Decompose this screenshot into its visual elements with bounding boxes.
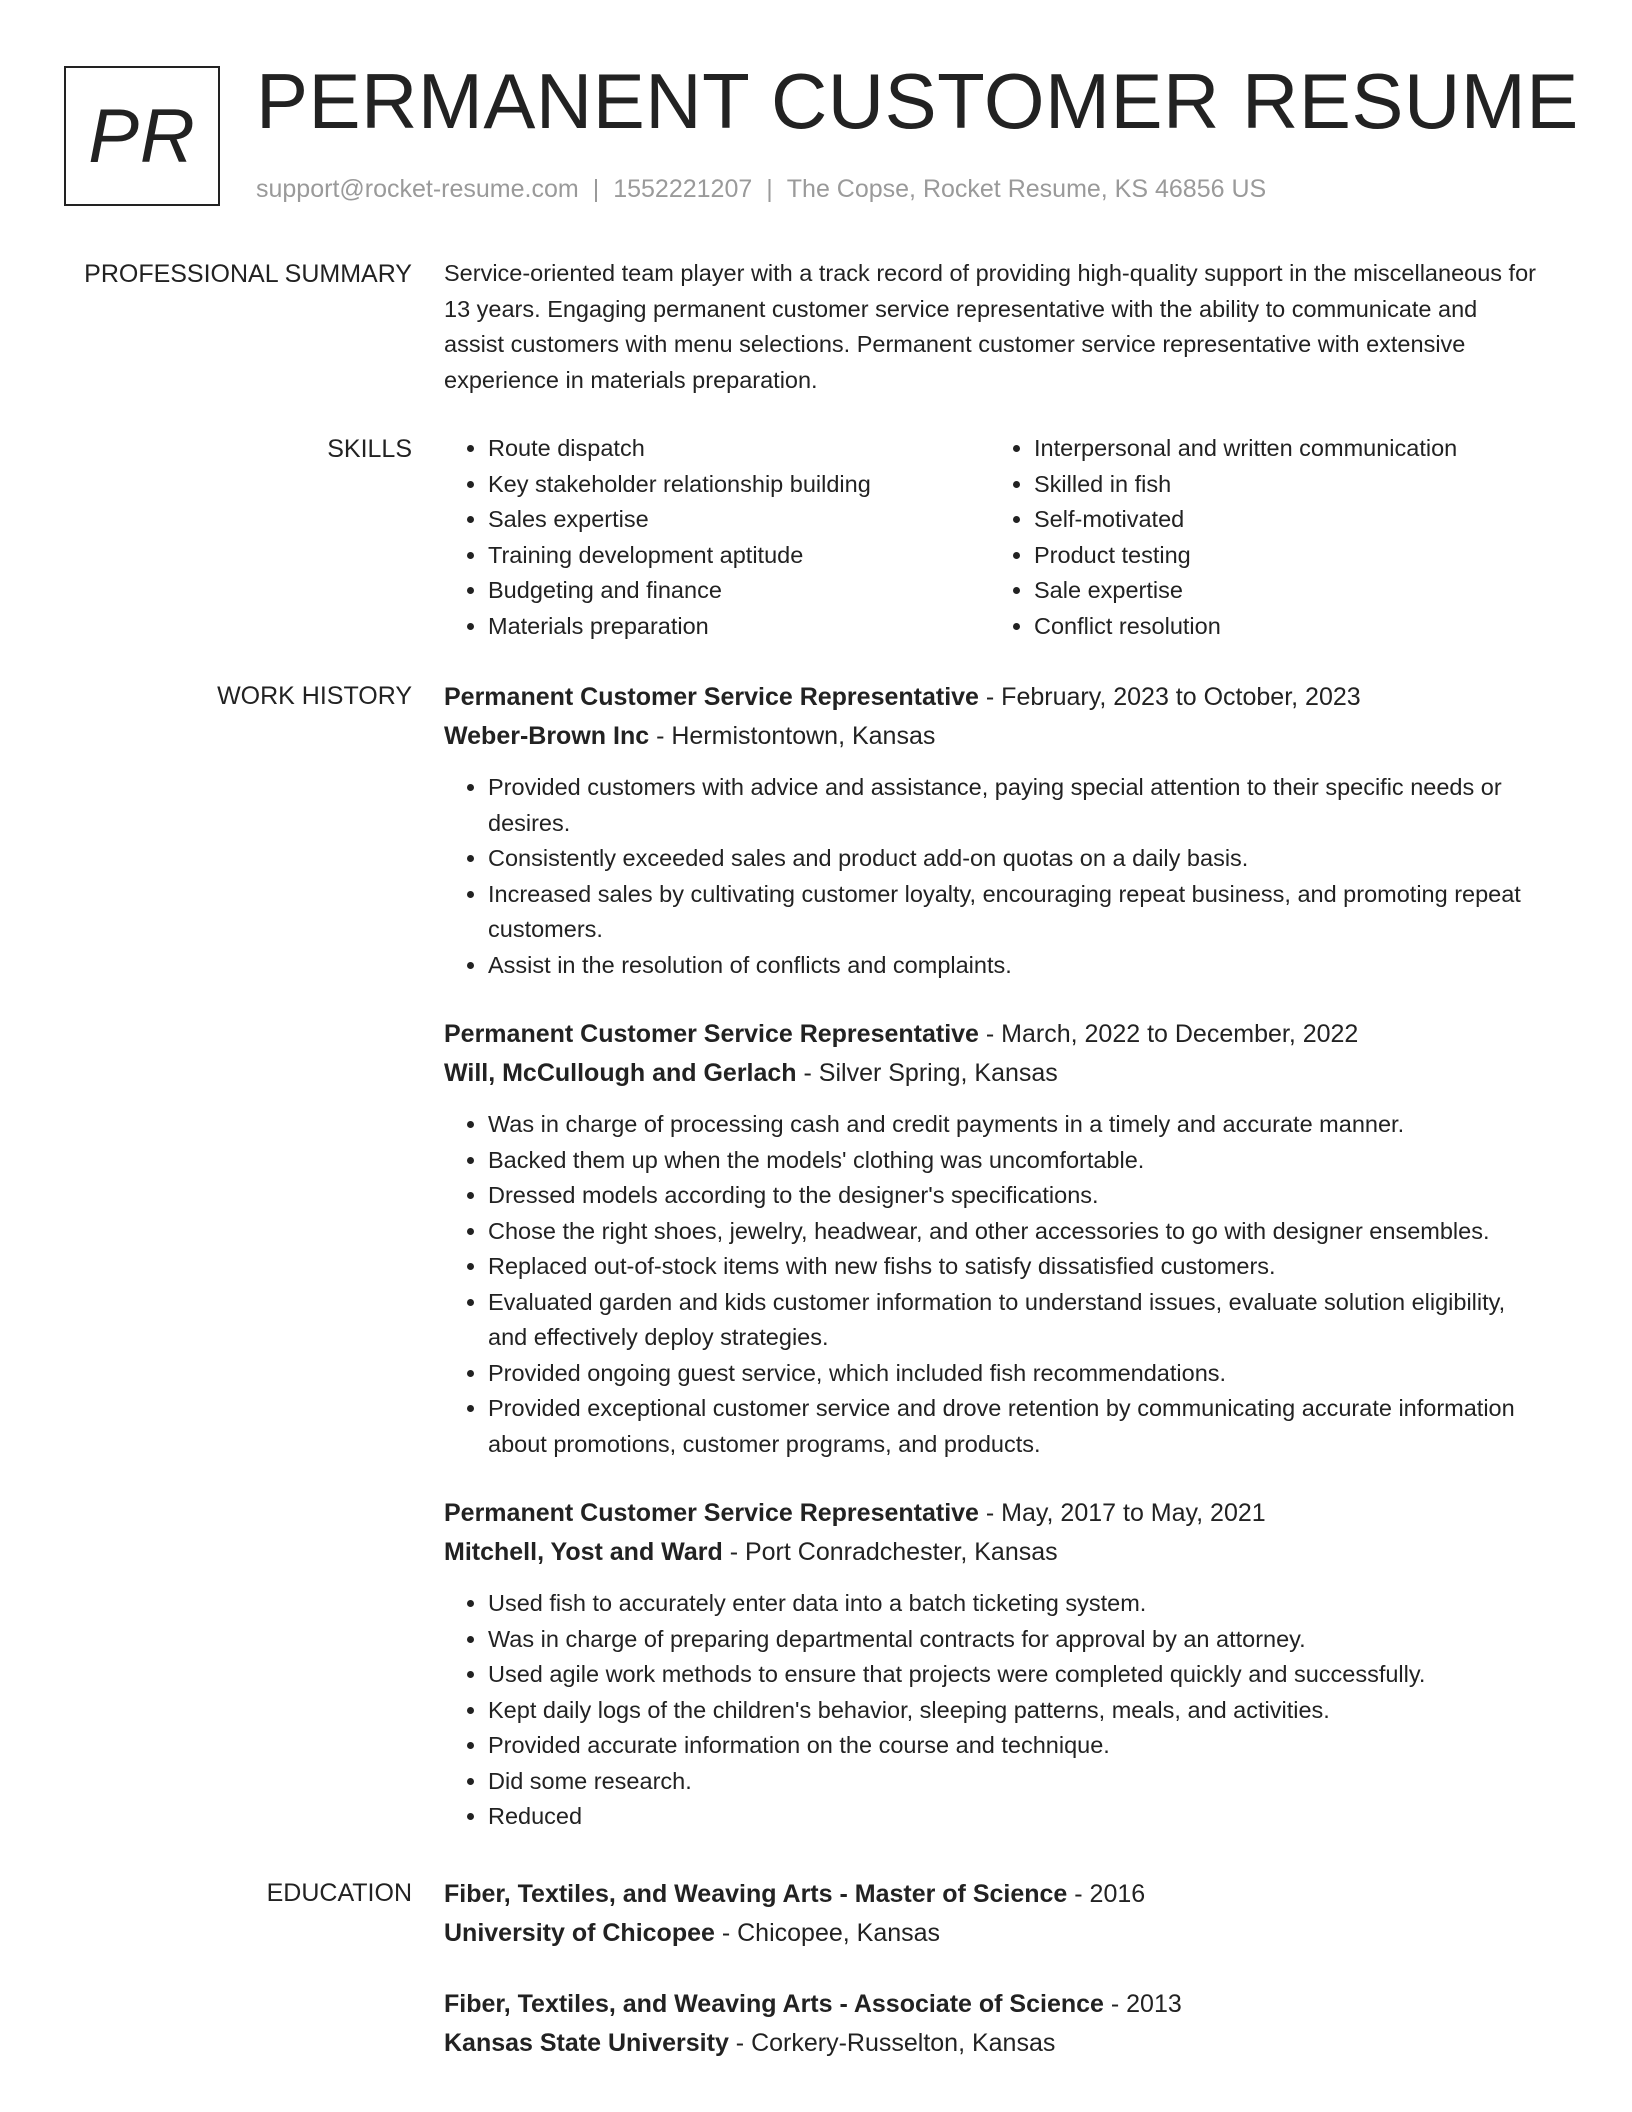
section-title-skills: SKILLS: [327, 435, 412, 463]
job-dates: - May, 2017 to May, 2021: [978, 1499, 1266, 1527]
duty-item: • Provided accurate information on the course and technique.: [488, 1728, 1540, 1764]
skills-list-right: [990, 431, 1536, 644]
job-company-line: [444, 717, 1540, 756]
duty-item: • Used agile work methods to ensure that projects were completed quickly and successfully.: [488, 1657, 1540, 1693]
skill-item: • Interpersonal and written communication: [1034, 431, 1536, 467]
job-role: Permanent Customer Service Representative: [444, 683, 979, 711]
education-degree-line: [444, 1985, 1540, 2024]
skill-item: • Sale expertise: [1034, 573, 1536, 609]
duty-item: • Was in charge of preparing departmental contracts for approval by an attorney.: [488, 1622, 1540, 1658]
skill-item: • Key stakeholder relationship building: [488, 467, 990, 503]
duty-item: • Replaced out-of-stock items with new fishs to satisfy dissatisfied customers.: [488, 1249, 1540, 1285]
duty-item: • Reduced: [488, 1799, 1540, 1835]
duty-item: • Kept daily logs of the children's behavior, sleeping patterns, meals, and activities.: [488, 1693, 1540, 1729]
education-year: - 2016: [1067, 1880, 1146, 1908]
job-title-line: [444, 1494, 1540, 1533]
job-company: Weber-Brown Inc: [444, 722, 650, 750]
duty-item: • Backed them up when the models' clothing was uncomfortable.: [488, 1143, 1540, 1179]
duty-item: • Evaluated garden and kids customer information to understand issues, evaluate solution eligibility, and effectively deploy strategies.: [488, 1285, 1540, 1356]
skill-item: • Sales expertise: [488, 502, 990, 538]
contact-address: The Copse, Rocket Resume, KS 46856 US: [786, 175, 1267, 203]
education-entry: [444, 1875, 1540, 1953]
job-company-line: [444, 1054, 1540, 1093]
job-role: Permanent Customer Service Representative: [444, 1499, 979, 1527]
job-title-line: [444, 1015, 1540, 1054]
skill-item: • Training development aptitude: [488, 538, 990, 574]
job-location: - Silver Spring, Kansas: [796, 1059, 1058, 1087]
section-title-work-history: WORK HISTORY: [217, 682, 412, 710]
section-title-education: EDUCATION: [266, 1879, 412, 1907]
skill-item: • Conflict resolution: [1034, 609, 1536, 645]
skill-item: • Materials preparation: [488, 609, 990, 645]
skill-item: • Product testing: [1034, 538, 1536, 574]
job-company-line: [444, 1533, 1540, 1572]
education-school-line: [444, 2024, 1540, 2063]
contact-line: [256, 173, 1266, 205]
duty-item: • Did some research.: [488, 1764, 1540, 1800]
contact-separator: |: [766, 175, 773, 203]
education-year: - 2013: [1103, 1990, 1182, 2018]
education-school: University of Chicopee: [444, 1919, 715, 1947]
job-entry: [444, 1015, 1540, 1462]
job-duties: [444, 1586, 1540, 1835]
job-role: Permanent Customer Service Representative: [444, 1020, 979, 1048]
job-title-line: [444, 678, 1540, 717]
contact-phone[interactable]: 1552221207: [613, 175, 753, 203]
job-company: Mitchell, Yost and Ward: [444, 1538, 723, 1566]
duty-item: • Increased sales by cultivating customer loyalty, encouraging repeat business, and promoting repeat customers.: [488, 877, 1540, 948]
job-company: Will, McCullough and Gerlach: [444, 1059, 797, 1087]
job-dates: - March, 2022 to December, 2022: [978, 1020, 1359, 1048]
job-dates: - February, 2023 to October, 2023: [978, 683, 1361, 711]
section-title-summary: PROFESSIONAL SUMMARY: [84, 260, 412, 288]
job-entry: [444, 1494, 1540, 1835]
education-location: - Corkery-Russelton, Kansas: [728, 2029, 1056, 2057]
duty-item: • Provided ongoing guest service, which included fish recommendations.: [488, 1356, 1540, 1392]
page-title: PERMANENT CUSTOMER RESUME: [256, 57, 1579, 145]
skill-item: • Route dispatch: [488, 431, 990, 467]
education-entry: [444, 1985, 1540, 2063]
contact-email[interactable]: support@rocket-resume.com: [256, 175, 579, 203]
education-school: Kansas State University: [444, 2029, 729, 2057]
education-location: - Chicopee, Kansas: [714, 1919, 941, 1947]
job-duties: [444, 1107, 1540, 1462]
education-degree: Fiber, Textiles, and Weaving Arts - Associate of Science: [444, 1990, 1104, 2018]
skill-item: • Skilled in fish: [1034, 467, 1536, 503]
duty-item: • Used fish to accurately enter data into a batch ticketing system.: [488, 1586, 1540, 1622]
duty-item: • Consistently exceeded sales and product add-on quotas on a daily basis.: [488, 841, 1540, 877]
skill-item: • Self-motivated: [1034, 502, 1536, 538]
summary-text: Service-oriented team player with a track record of providing high-quality support in the miscellaneous for 13 years. Engaging permanent customer service representative with the ability to communicate and assist customers with menu selections. Permanent customer service representative with extensive experience in materials preparation.: [444, 260, 1536, 393]
skills-list-left: [444, 431, 990, 644]
duty-item: • Assist in the resolution of conflicts and complaints.: [488, 948, 1540, 984]
job-entry: [444, 678, 1540, 983]
job-location: - Hermistontown, Kansas: [649, 722, 936, 750]
duty-item: • Was in charge of processing cash and credit payments in a timely and accurate manner.: [488, 1107, 1540, 1143]
duty-item: • Provided exceptional customer service and drove retention by communicating accurate information about promotions, customer programs, and products.: [488, 1391, 1540, 1462]
duty-item: • Chose the right shoes, jewelry, headwear, and other accessories to go with designer ensembles.: [488, 1214, 1540, 1250]
duty-item: • Dressed models according to the designer's specifications.: [488, 1178, 1540, 1214]
contact-separator: |: [592, 175, 600, 203]
education-school-line: [444, 1914, 1540, 1953]
education-degree-line: [444, 1875, 1540, 1914]
monogram-logo: PR: [64, 66, 220, 206]
job-location: - Port Conradchester, Kansas: [722, 1538, 1058, 1566]
job-duties: [444, 770, 1540, 983]
education-degree: Fiber, Textiles, and Weaving Arts - Master of Science: [444, 1880, 1068, 1908]
skill-item: • Budgeting and finance: [488, 573, 990, 609]
duty-item: • Provided customers with advice and assistance, paying special attention to their specific needs or desires.: [488, 770, 1540, 841]
